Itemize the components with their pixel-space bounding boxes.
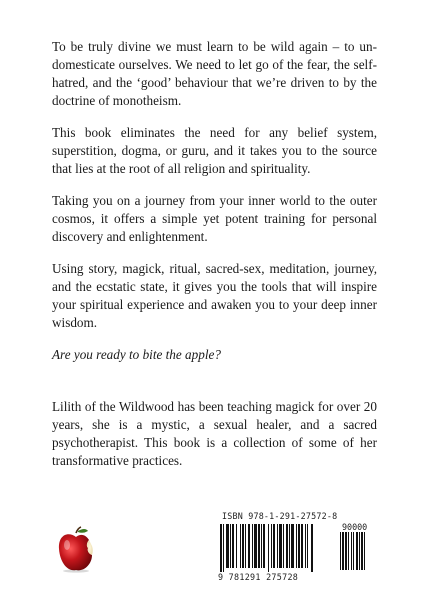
tagline: Are you ready to bite the apple? <box>52 347 221 362</box>
author-bio: Lilith of the Wildwood has been teaching magick for over 20 years, she is a mystic, a sexual healer, and a sacred psychotherapist. This book is a collection of some of her transformative practices. <box>52 399 377 468</box>
blurb-paragraph-3: Taking you on a journey from your inner world to the outer cosmos, it offers a simple yet potent training for personal discovery and enlightenment. <box>52 193 377 244</box>
isbn-label: ISBN 978-1-291-27572-8 <box>222 511 338 521</box>
bitten-apple-icon <box>56 525 96 573</box>
blurb-paragraph-1: To be truly divine we must learn to be wild again – to un-domesticate ourselves. We need to let go of the fear, the self-hatred, and the ‘good’ behaviour that we’re driven to by the doctrine of monotheism. <box>52 39 377 108</box>
addon-digits: 90000 <box>342 522 368 532</box>
blurb-paragraph-4: Using story, magick, ritual, sacred-sex, meditation, journey, and the ecstatic state, it gives you the tools that will inspire your spiritual experience and awaken you to your deep inner wisdom. <box>52 261 377 330</box>
blurb-text <box>52 38 377 378</box>
isbn-barcode <box>214 511 374 581</box>
ean-digits: 9 781291 275728 <box>218 572 299 582</box>
blurb-paragraph-2: This book eliminates the need for any belief system, superstition, dogma, or guru, and it takes you to the source that lies at the root of all religion and spirituality. <box>52 125 377 176</box>
